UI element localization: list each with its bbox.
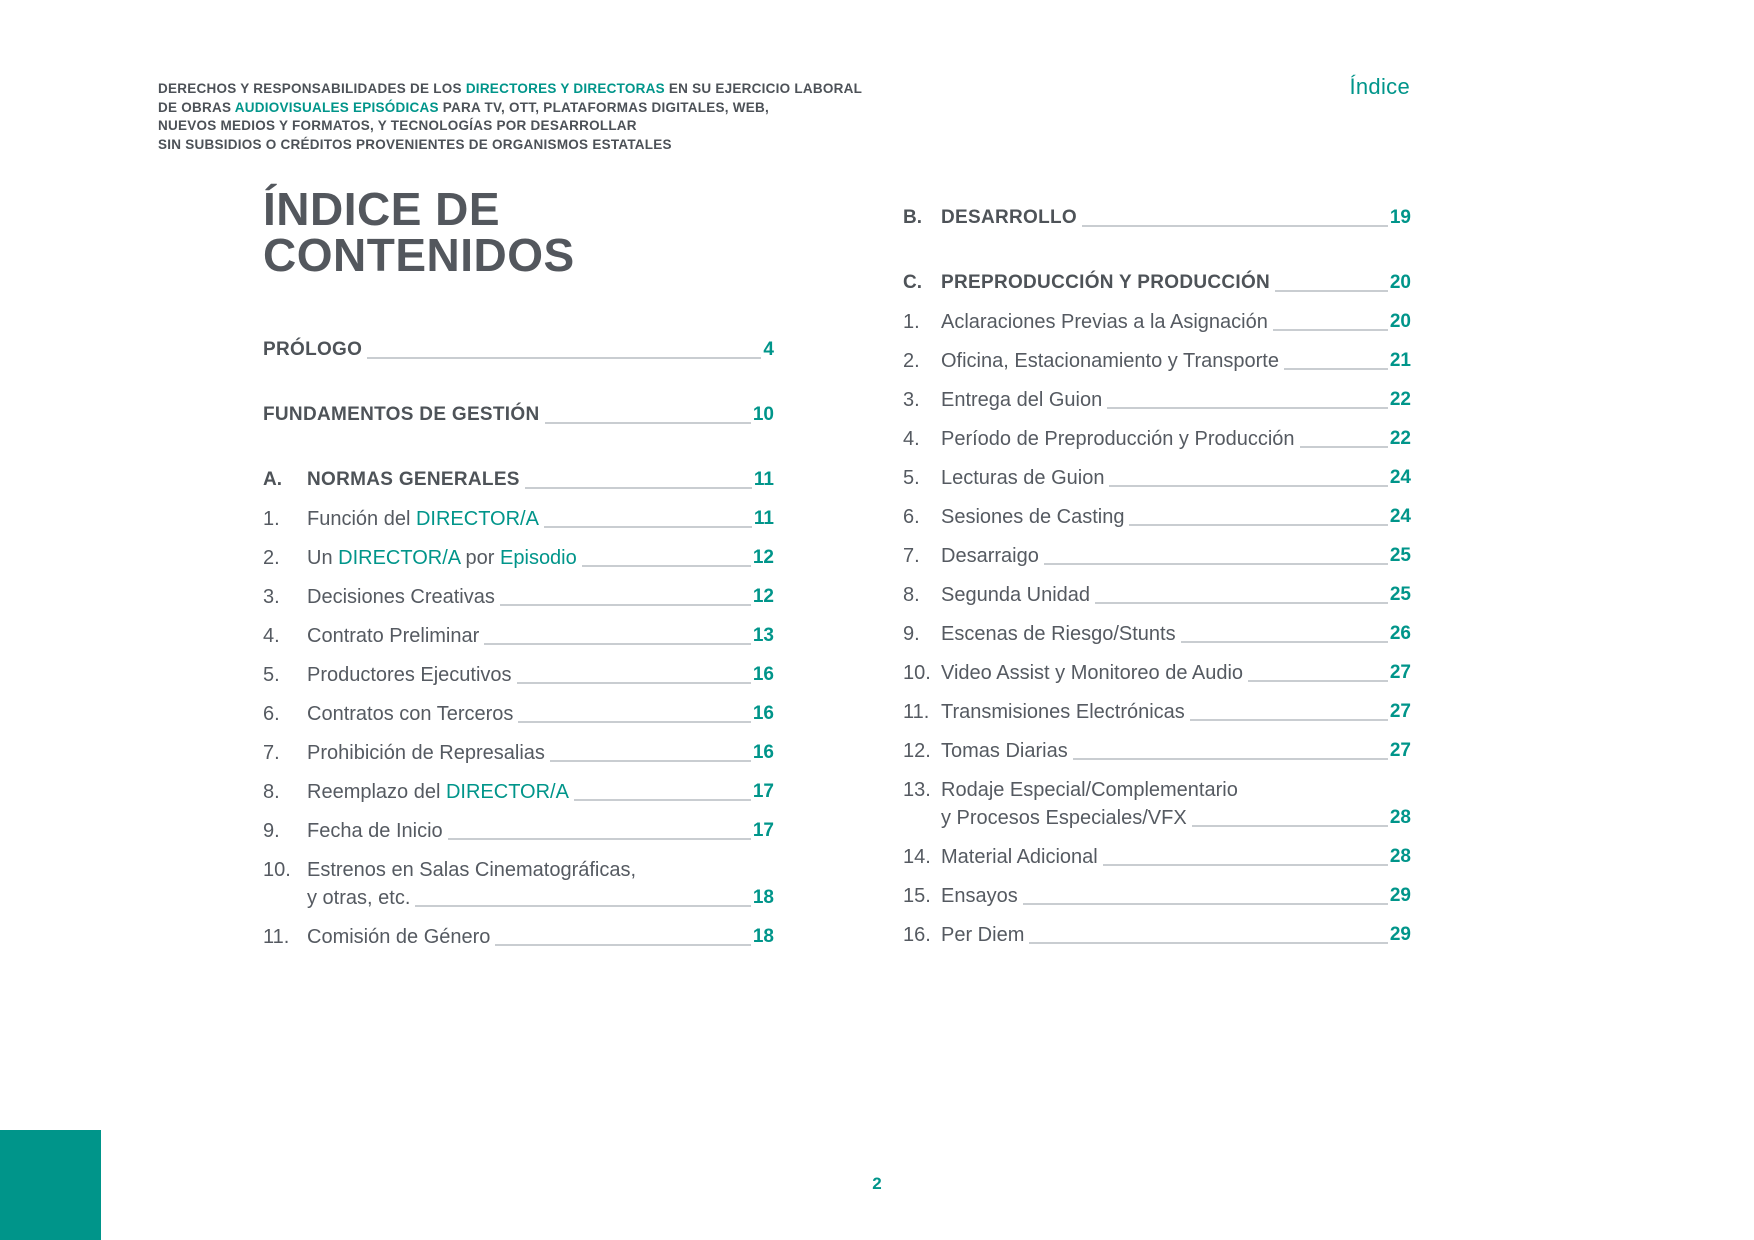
highlighted-text: DIRECTOR/A (415, 508, 539, 530)
toc-entry-line (307, 661, 774, 689)
toc-entry-label (263, 401, 540, 429)
toc-entry-content (941, 921, 1411, 949)
toc-entry-content (941, 581, 1411, 609)
toc-entry-label (941, 581, 1090, 609)
toc-entry-line (263, 336, 774, 364)
toc-entry-line (941, 659, 1411, 687)
text-fragment: Ensayos (941, 885, 1018, 907)
toc-leader-line (415, 905, 750, 907)
text-fragment: y Procesos Especiales/VFX (941, 807, 1187, 829)
toc-entry-line (941, 737, 1411, 765)
toc-entry-content (307, 544, 774, 572)
toc-entry-content (307, 923, 774, 951)
toc-page-number: 21 (1389, 350, 1411, 371)
toc-entry[interactable] (903, 737, 1411, 765)
toc-entry-label (307, 544, 577, 572)
toc-page-number: 20 (1389, 311, 1411, 332)
document-header-text (158, 80, 918, 154)
toc-entry-content (941, 269, 1411, 297)
toc-leader-line (448, 838, 751, 840)
toc-page-number: 10 (752, 404, 774, 425)
toc-entry-line (941, 804, 1411, 832)
toc-page-number: 25 (1389, 545, 1411, 566)
toc-entry-number: 9. (903, 623, 920, 645)
toc-page-number: 12 (752, 547, 774, 568)
page-title (263, 183, 575, 281)
toc-entry[interactable] (263, 544, 774, 572)
toc-entry[interactable] (903, 308, 1411, 336)
toc-entry-content (307, 817, 774, 845)
toc-entry-number: 2. (903, 350, 920, 372)
toc-entry-content (941, 620, 1411, 648)
toc-entry-label (307, 583, 495, 611)
page-title-line2: CONTENIDOS (263, 229, 575, 281)
toc-entry[interactable] (903, 698, 1411, 726)
toc-leader-line (1248, 680, 1388, 682)
toc-entry[interactable] (263, 336, 774, 364)
toc-page-number: 13 (752, 625, 774, 646)
toc-entry-label (941, 464, 1104, 492)
toc-entry[interactable] (903, 347, 1411, 375)
toc-leader-line (582, 565, 751, 567)
toc-page-number: 19 (1389, 207, 1411, 228)
text-fragment: y otras, etc. (307, 887, 411, 909)
toc-leader-line (484, 643, 751, 645)
toc-entry-content (941, 204, 1411, 232)
toc-entry-content (263, 336, 774, 364)
toc-entry-number: B. (903, 207, 922, 228)
toc-entry[interactable] (263, 778, 774, 806)
footer-page-number: 2 (872, 1174, 882, 1193)
toc-entry[interactable] (903, 843, 1411, 871)
text-fragment: Tomas Diarias (941, 740, 1068, 762)
toc-entry-number: 5. (903, 467, 920, 489)
text-fragment: NUEVOS MEDIOS Y FORMATOS, Y TECNOLOGÍAS POR DESARROLLAR (158, 118, 637, 133)
toc-entry[interactable] (903, 503, 1411, 531)
text-fragment: Estrenos en Salas Cinematográficas, (307, 859, 637, 881)
toc-page-number: 29 (1389, 885, 1411, 906)
toc-entry-label (941, 804, 1187, 832)
toc-entry-number: C. (903, 272, 922, 293)
text-fragment: Per Diem (941, 924, 1025, 946)
toc-entry-label (307, 856, 636, 884)
toc-entry-number: 7. (903, 545, 920, 567)
highlighted-text: DIRECTOR/A (445, 781, 569, 803)
toc-entry[interactable] (263, 583, 774, 611)
toc-entry-label (941, 269, 1270, 297)
toc-leader-line (495, 944, 750, 946)
toc-leader-line (1044, 563, 1388, 565)
toc-entry-number: 9. (263, 820, 280, 842)
toc-page-number: 20 (1389, 272, 1411, 293)
text-fragment: Contratos con Terceros (307, 703, 514, 725)
toc-entry-content (941, 659, 1411, 687)
toc-page-number: 16 (752, 664, 774, 685)
toc-leader-line (1095, 602, 1388, 604)
toc-leader-line (1275, 290, 1388, 292)
document-header-line (158, 136, 918, 155)
toc-leader-line (1190, 719, 1388, 721)
text-fragment: Desarraigo (941, 545, 1039, 567)
toc-entry-line (307, 778, 774, 806)
toc-entry-content (941, 425, 1411, 453)
toc-entry-content (307, 778, 774, 806)
toc-leader-line (1107, 407, 1388, 409)
toc-entry-line (941, 269, 1411, 297)
toc-entry-number: 2. (263, 547, 280, 569)
toc-entry[interactable] (903, 581, 1411, 609)
toc-page-number: 25 (1389, 584, 1411, 605)
page-title-line1: ÍNDICE DE (263, 183, 501, 235)
toc-entry-content (307, 739, 774, 767)
toc-entry-label (941, 843, 1098, 871)
toc-entry-line (263, 401, 774, 429)
toc-entry-line (941, 464, 1411, 492)
text-fragment: Fecha de Inicio (307, 820, 443, 842)
toc-entry-label (941, 503, 1124, 531)
toc-entry-line (307, 583, 774, 611)
text-fragment: FUNDAMENTOS DE GESTIÓN (263, 404, 540, 425)
toc-entry-label (263, 336, 362, 364)
toc-entry[interactable] (903, 659, 1411, 687)
toc-entry-line (941, 620, 1411, 648)
toc-entry-number: 8. (903, 584, 920, 606)
toc-entry-line (941, 542, 1411, 570)
toc-entry-label (307, 505, 539, 533)
toc-entry-content (307, 583, 774, 611)
toc-entry-content (307, 661, 774, 689)
toc-entry-line (307, 817, 774, 845)
text-fragment: Comisión de Género (307, 926, 491, 948)
toc-entry-content (941, 386, 1411, 414)
toc-entry-content (941, 542, 1411, 570)
toc-entry[interactable] (903, 425, 1411, 453)
toc-entry[interactable] (263, 923, 774, 951)
toc-page-number: 22 (1389, 389, 1411, 410)
toc-entry-line (941, 843, 1411, 871)
toc-entry-line (941, 347, 1411, 375)
toc-leader-line (544, 526, 752, 528)
toc-leader-line (1082, 225, 1388, 227)
toc-entry[interactable] (263, 739, 774, 767)
toc-entry-number: 3. (263, 586, 280, 608)
toc-entry-content (941, 843, 1411, 871)
text-fragment: Reemplazo del (307, 781, 446, 803)
toc-entry-line (941, 698, 1411, 726)
highlighted-text: Episodio (500, 547, 577, 569)
toc-page-number: 24 (1389, 467, 1411, 488)
toc-entry-content (941, 503, 1411, 531)
toc-entry-number: 5. (263, 664, 280, 686)
toc-entry-number: 14. (903, 846, 931, 868)
text-fragment: por (460, 547, 501, 569)
toc-entry-number: 4. (903, 428, 920, 450)
text-fragment: PARA TV, OTT, PLATAFORMAS DIGITALES, WEB, (438, 99, 770, 115)
toc-entry-line (941, 776, 1411, 804)
toc-entry[interactable] (263, 505, 774, 533)
toc-entry-content (307, 856, 774, 912)
toc-page-number: 27 (1389, 662, 1411, 683)
toc-entry-label (307, 622, 479, 650)
toc-entry-content (941, 882, 1411, 910)
toc-entry-label (307, 923, 490, 951)
text-fragment: PRÓLOGO (263, 339, 363, 360)
toc-page-number: 17 (752, 781, 774, 802)
document-header-line (158, 80, 918, 99)
toc-entry-line (307, 739, 774, 767)
toc-entry-label (307, 466, 520, 494)
page-corner-label: Índice (1349, 74, 1410, 99)
text-fragment: Función del (307, 508, 416, 530)
toc-entry-number: 1. (263, 508, 280, 530)
text-fragment: Rodaje Especial/Complementario (941, 779, 1238, 801)
toc-entry[interactable] (263, 622, 774, 650)
text-fragment: Segunda Unidad (941, 584, 1091, 606)
toc-entry-content (307, 505, 774, 533)
toc-entry-line (307, 544, 774, 572)
toc-entry-label (307, 700, 513, 728)
text-fragment: Decisiones Creativas (307, 586, 495, 608)
toc-entry-number: 11. (903, 701, 930, 723)
text-fragment: Prohibición de Represalias (307, 742, 545, 764)
document-header-line (158, 117, 918, 136)
toc-leader-line (545, 422, 751, 424)
toc-page-number: 22 (1389, 428, 1411, 449)
toc-entry-label (941, 737, 1068, 765)
toc-entry-line (941, 386, 1411, 414)
toc-leader-line (1023, 903, 1388, 905)
toc-entry-line (941, 581, 1411, 609)
toc-entry[interactable] (903, 464, 1411, 492)
toc-page-number: 11 (753, 508, 774, 529)
toc-entry[interactable] (903, 204, 1411, 232)
toc-page-number: 27 (1389, 740, 1411, 761)
toc-entry-line (307, 923, 774, 951)
toc-entry[interactable] (903, 542, 1411, 570)
text-fragment: Escenas de Riesgo/Stunts (941, 623, 1176, 645)
toc-entry-number: 10. (263, 859, 291, 881)
toc-entry[interactable] (903, 921, 1411, 949)
text-fragment: Oficina, Estacionamiento y Transporte (941, 350, 1279, 372)
toc-page-number: 26 (1389, 623, 1411, 644)
toc-entry-number: 4. (263, 625, 280, 647)
text-fragment: SIN SUBSIDIOS O CRÉDITOS PROVENIENTES DE ORGANISMOS ESTATALES (158, 136, 672, 152)
toc-entry-content (263, 401, 774, 429)
toc-entry-content (941, 776, 1411, 832)
toc-entry[interactable] (903, 882, 1411, 910)
toc-entry-line (941, 882, 1411, 910)
toc-entry-content (941, 737, 1411, 765)
toc-entry-number: 15. (903, 885, 931, 907)
toc-page-number: 28 (1389, 846, 1411, 867)
text-fragment: DE OBRAS (158, 99, 235, 115)
text-fragment: Sesiones de Casting (941, 506, 1125, 528)
toc-entry-label (307, 778, 569, 806)
toc-entry-label (941, 882, 1018, 910)
toc-entry-label (307, 884, 410, 912)
toc-entry-label (941, 620, 1176, 648)
toc-page-number: 16 (752, 742, 774, 763)
toc-page-number: 11 (753, 469, 774, 490)
toc-page-number: 18 (752, 887, 774, 908)
toc-entry-label (941, 347, 1279, 375)
toc-entry-label (941, 542, 1039, 570)
toc-entry-label (941, 776, 1238, 804)
toc-entry-number: A. (263, 469, 282, 490)
toc-leader-line (1129, 524, 1387, 526)
text-fragment: Productores Ejecutivos (307, 664, 512, 686)
toc-page-number: 18 (752, 926, 774, 947)
text-fragment: DESARROLLO (941, 207, 1077, 228)
toc-entry-number: 6. (263, 703, 280, 725)
toc-entry-number: 7. (263, 742, 280, 764)
text-fragment: Transmisiones Electrónicas (941, 701, 1185, 723)
toc-leader-line (500, 604, 751, 606)
highlighted-text: DIRECTORES Y DIRECTORAS (465, 81, 665, 96)
toc-leader-line (574, 799, 751, 801)
toc-entry-label (941, 921, 1024, 949)
document-header-line (158, 99, 918, 118)
toc-page-number: 27 (1389, 701, 1411, 722)
toc-entry[interactable] (263, 700, 774, 728)
toc-entry-label (307, 739, 545, 767)
toc-page-number: 4 (763, 339, 774, 360)
toc-entry-line (307, 505, 774, 533)
toc-leader-line (1192, 825, 1388, 827)
toc-entry-number: 13. (903, 779, 931, 801)
toc-entry-number: 3. (903, 389, 920, 411)
toc-leader-line (1300, 446, 1388, 448)
toc-entry-content (941, 464, 1411, 492)
toc-page-number: 12 (752, 586, 774, 607)
toc-entry-label (941, 698, 1185, 726)
text-fragment: Un (307, 547, 339, 569)
text-fragment: Período de Preproducción y Producción (941, 428, 1295, 450)
toc-leader-line (1181, 641, 1388, 643)
highlighted-text: DIRECTOR/A (338, 547, 460, 569)
toc-leader-line (1029, 942, 1388, 944)
toc-leader-line (517, 682, 751, 684)
toc-entry-line (941, 308, 1411, 336)
toc-entry-label (941, 204, 1077, 232)
toc-leader-line (550, 760, 751, 762)
toc-entry[interactable] (903, 269, 1411, 297)
toc-column-left (263, 336, 774, 951)
toc-entry[interactable] (263, 817, 774, 845)
text-fragment: Aclaraciones Previas a la Asignación (941, 311, 1268, 333)
toc-entry-line (941, 921, 1411, 949)
toc-entry-line (307, 700, 774, 728)
toc-entry[interactable] (263, 856, 774, 912)
toc-entry-label (941, 386, 1102, 414)
toc-entry[interactable] (263, 401, 774, 429)
toc-entry-number: 8. (263, 781, 280, 803)
toc-entry-label (941, 308, 1268, 336)
toc-leader-line (518, 721, 750, 723)
toc-entry-content (941, 347, 1411, 375)
text-fragment: Entrega del Guion (941, 389, 1103, 411)
toc-entry-line (941, 425, 1411, 453)
toc-leader-line (1073, 758, 1388, 760)
toc-entry-content (307, 622, 774, 650)
toc-entry-content (307, 466, 774, 494)
toc-leader-line (1273, 329, 1388, 331)
toc-entry[interactable] (263, 661, 774, 689)
toc-page-number: 16 (752, 703, 774, 724)
toc-leader-line (367, 357, 761, 359)
text-fragment: DERECHOS Y RESPONSABILIDADES DE LOS (158, 81, 466, 96)
toc-entry-label (941, 425, 1295, 453)
toc-entry[interactable] (263, 466, 774, 494)
toc-column-right (903, 204, 1411, 949)
toc-entry-label (941, 659, 1243, 687)
text-fragment: PREPRODUCCIÓN Y PRODUCCIÓN (941, 272, 1271, 293)
toc-entry-label (307, 661, 512, 689)
text-fragment: Video Assist y Monitoreo de Audio (941, 662, 1244, 684)
toc-entry[interactable] (903, 620, 1411, 648)
toc-entry-content (307, 700, 774, 728)
toc-page-number: 24 (1389, 506, 1411, 527)
highlighted-text: AUDIOVISUALES EPISÓDICAS (234, 99, 439, 115)
toc-page-number: 17 (752, 820, 774, 841)
toc-entry-line (941, 503, 1411, 531)
toc-leader-line (525, 487, 752, 489)
toc-page-number: 29 (1389, 924, 1411, 945)
text-fragment: EN SU EJERCICIO LABORAL (664, 81, 863, 96)
toc-entry-line (941, 204, 1411, 232)
toc-entry-line (307, 884, 774, 912)
text-fragment: Material Adicional (941, 846, 1098, 868)
toc-entry[interactable] (903, 386, 1411, 414)
text-fragment: Lecturas de Guion (941, 467, 1105, 489)
toc-page-number: 28 (1389, 807, 1411, 828)
toc-entry-line (307, 622, 774, 650)
text-fragment: NORMAS GENERALES (307, 469, 520, 490)
toc-entry-number: 6. (903, 506, 920, 528)
toc-entry[interactable] (903, 776, 1411, 832)
text-fragment: Contrato Preliminar (307, 625, 480, 647)
toc-leader-line (1103, 864, 1388, 866)
toc-entry-number: 1. (903, 311, 920, 333)
toc-entry-number: 11. (263, 926, 290, 948)
toc-entry-line (307, 466, 774, 494)
toc-entry-number: 12. (903, 740, 931, 762)
toc-entry-content (941, 308, 1411, 336)
toc-entry-number: 16. (903, 924, 931, 946)
toc-entry-number: 10. (903, 662, 931, 684)
toc-entry-line (307, 856, 774, 884)
toc-entry-content (941, 698, 1411, 726)
toc-leader-line (1284, 368, 1388, 370)
toc-leader-line (1109, 485, 1387, 487)
toc-entry-label (307, 817, 443, 845)
